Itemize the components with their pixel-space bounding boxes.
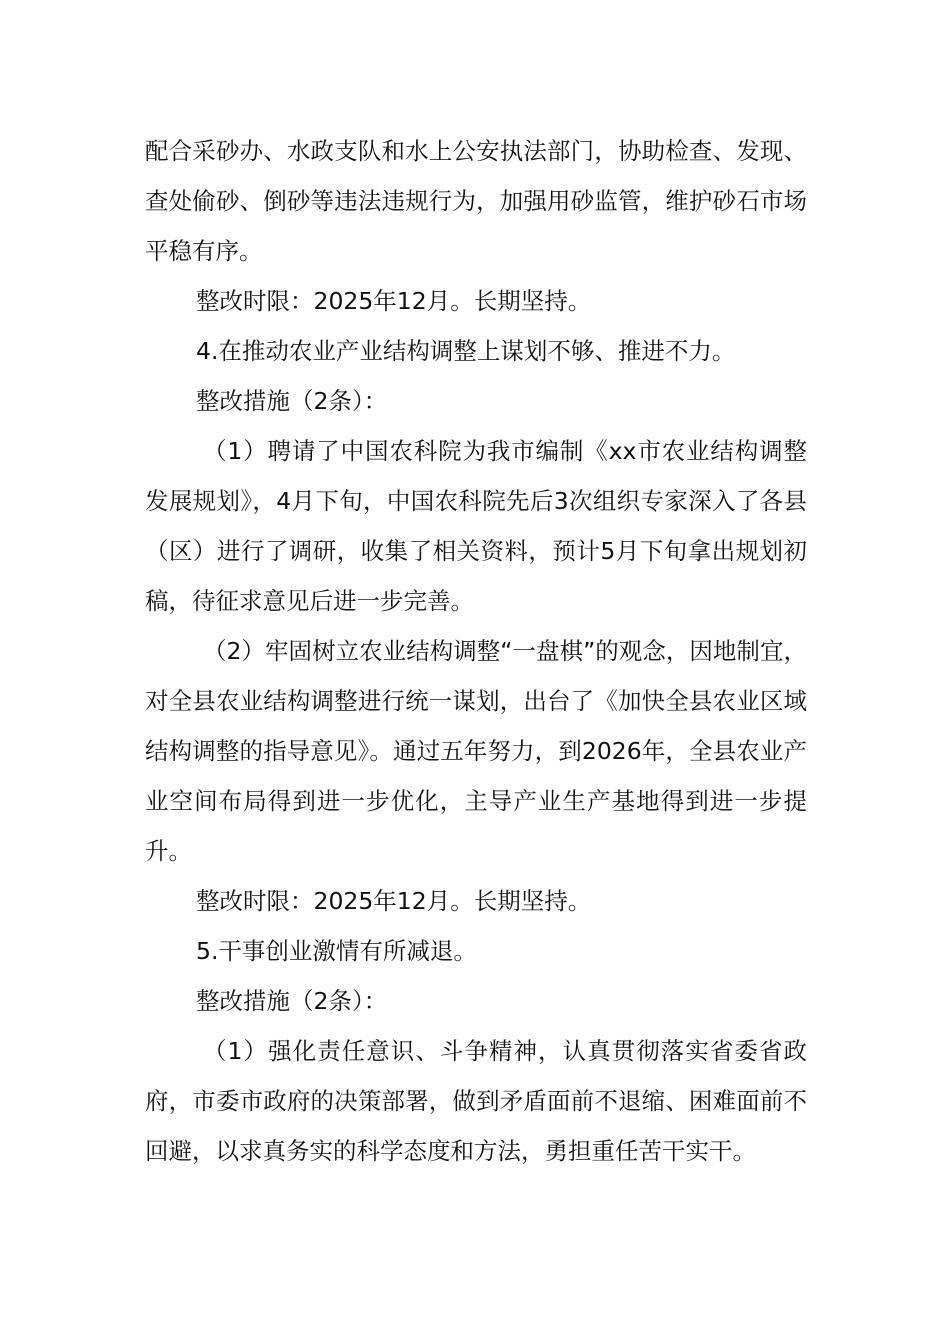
paragraph-measures-heading: 整改措施（2条）：	[196, 387, 388, 415]
paragraph-deadline: 整改时限：2025年12月。长期坚持。	[196, 287, 592, 315]
paragraph-measure-item: （1）强化责任意识、斗争精神，认真贯彻落实省委省政府，市委市政府的决策部署，做到矛盾面前不退缩、困难面前不回避，以求真务实的科学态度和方法，勇担重任苦干实干。	[145, 1037, 807, 1165]
paragraph-deadline: 整改时限：2025年12月。长期坚持。	[196, 887, 592, 915]
document-body	[145, 126, 807, 1176]
paragraph-issue-heading: 5.干事创业激情有所减退。	[196, 937, 477, 965]
paragraph-measure-item: （1）聘请了中国农科院为我市编制《xx市农业结构调整发展规划》，4月下旬，中国农科院先后3次组织专家深入了各县（区）进行了调研，收集了相关资料，预计5月下旬拿出规划初稿，待征求意见后进一步完善。	[145, 437, 807, 615]
paragraph-continuation: 配合采砂办、水政支队和水上公安执法部门，协助检查、发现、查处偷砂、倒砂等违法违规行为，加强用砂监管，维护砂石市场平稳有序。	[145, 137, 807, 265]
paragraph-measures-heading: 整改措施（2条）：	[196, 987, 388, 1015]
paragraph-issue-heading: 4.在推动农业产业结构调整上谋划不够、推进不力。	[196, 337, 736, 365]
paragraph-measure-item: （2）牢固树立农业结构调整“一盘棋”的观念，因地制宜，对全县农业结构调整进行统一谋划，出台了《加快全县农业区域结构调整的指导意见》。通过五年努力，到2026年，全县农业产业空间布局得到进一步优化，主导产业生产基地得到进一步提升。	[145, 637, 807, 865]
